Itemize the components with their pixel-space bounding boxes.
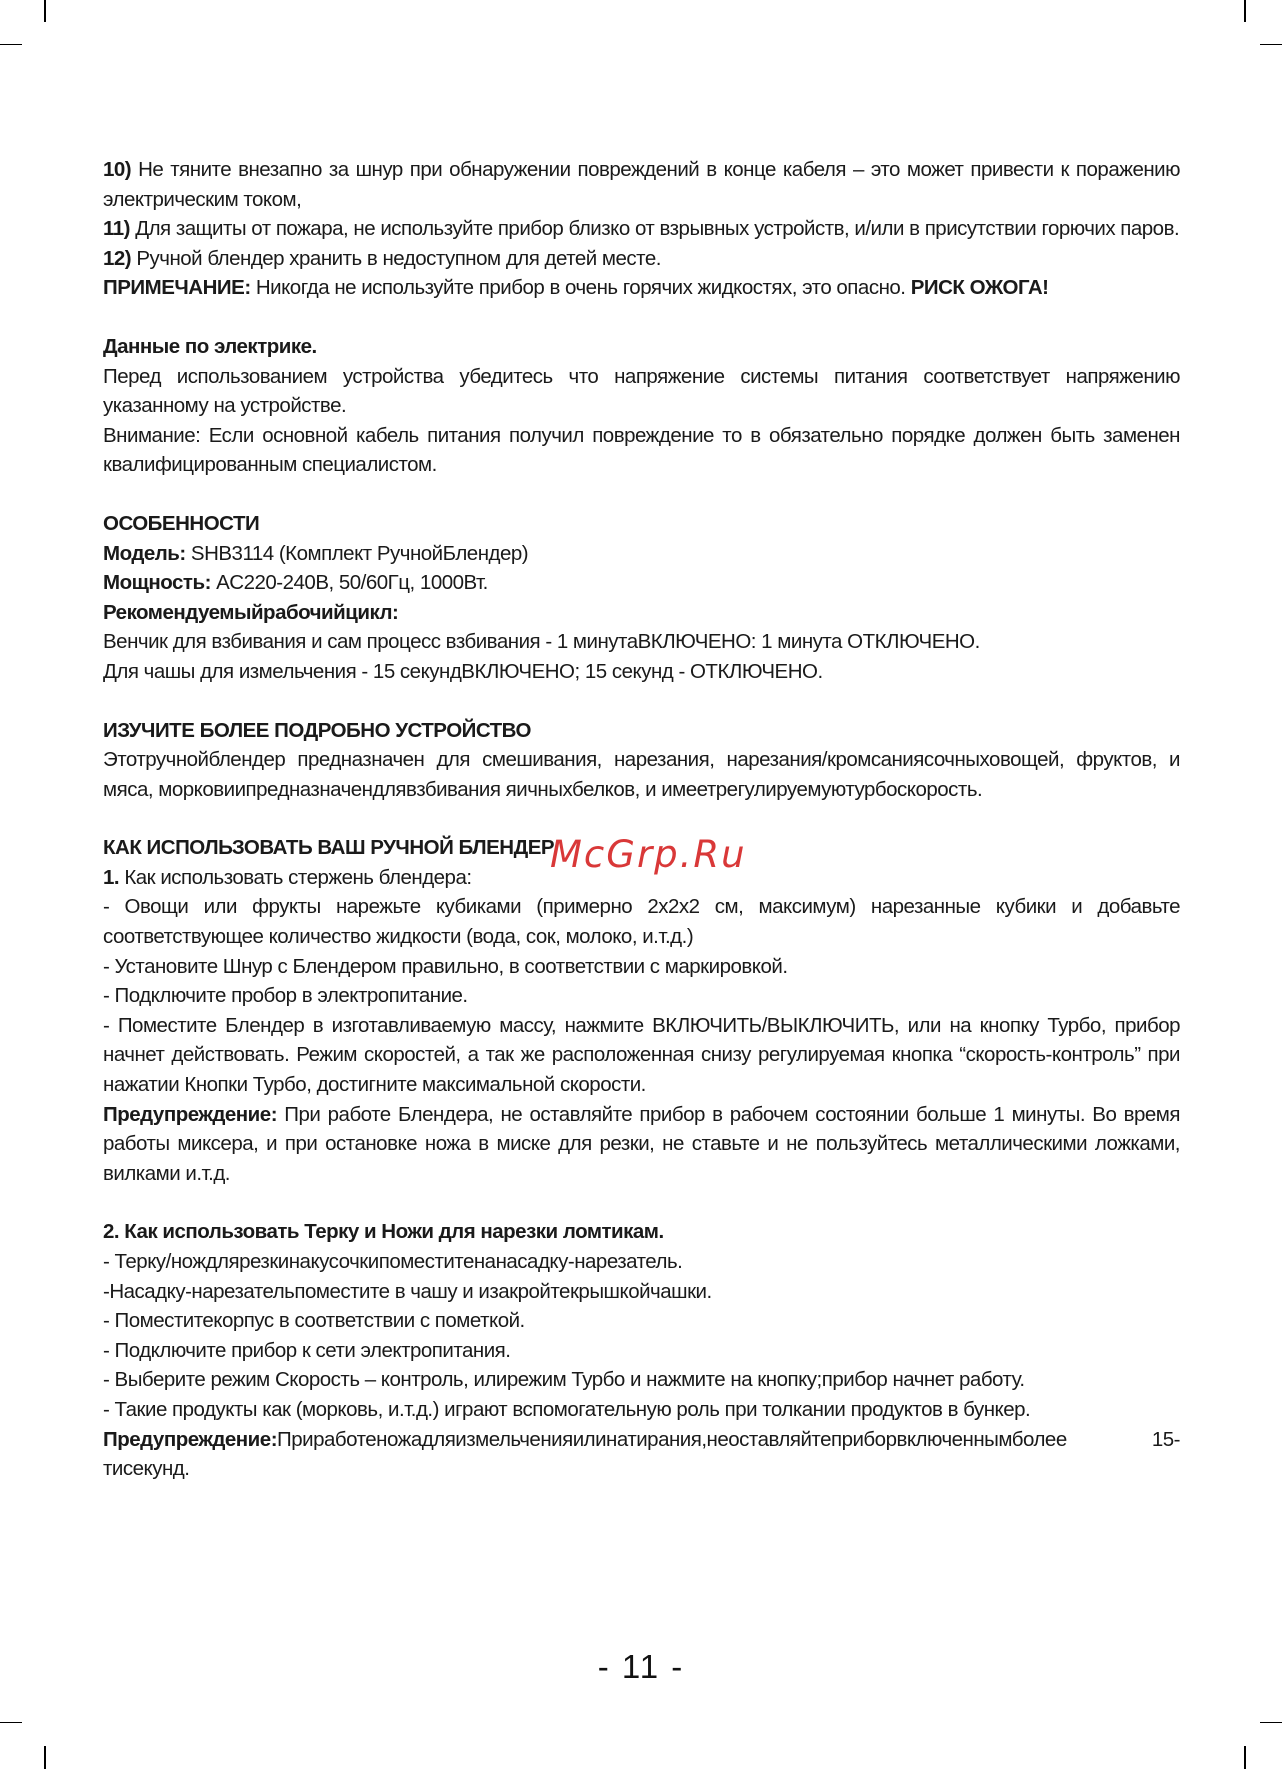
step2-item: - Подключите прибор к сети электропитания. — [103, 1338, 511, 1362]
step2-item: - Выберите режим Скорость – контроль, илирежим Турбо и нажмите на кнопку;прибор начнет работу. — [103, 1368, 1025, 1392]
step2-heading: 2. Как использовать Терку и Ножи для нарезки ломтикам. — [103, 1220, 664, 1244]
step1-item: - Установите Шнур с Блендером правильно, в соответствии с маркировкой. — [103, 954, 788, 978]
features-cycle-line: Для чашы для измельчения - 15 секундВКЛЮЧЕНО; 15 секунд - ОТКЛЮЧЕНО. — [103, 659, 823, 683]
safety-item-12: 12) Ручной блендер хранить в недоступном для детей месте. — [103, 246, 661, 270]
crop-mark — [0, 1722, 22, 1723]
safety-item-11: 11) Для защиты от пожара, не используйте прибор близко от взрывных устройств, и/или в присутствии горючих паров. — [103, 217, 1180, 241]
features-model: Модель: SHB3114 (Комплект РучнойБлендер) — [103, 541, 529, 565]
features-cycle-line: Венчик для взбивания и сам процесс взбивания - 1 минутаВКЛЮЧЕНО: 1 минута ОТКЛЮЧЕНО. — [103, 630, 980, 654]
howto-heading: КАК ИСПОЛЬЗОВАТЬ ВАШ РУЧНОЙ БЛЕНДЕР — [103, 836, 555, 860]
page-content — [103, 155, 1180, 1484]
step1-warning: Предупреждение: При работе Блендера, не оставляйте прибор в рабочем состоянии больше 1 минуты. Во время работы миксера, и при остановке ножа в миске для резки, не ставьте и не пользуйтесь металлическими ложками, вилками и.т.д. — [103, 1102, 1180, 1185]
step2-warning: Предупреждение:Приработеножадляизмельченияилинатирания,неоставляйтеприборвключеннымболее 15-тисекунд. — [103, 1427, 1180, 1481]
learn-paragraph: Этотручнойблендер предназначен для смешивания, нарезания, нарезания/кромсаниясочныховощей, фруктов, и мяса, морковиипредназначендлявзбивания яичныхбелков, и имеетрегулируемуютурбоскорость. — [103, 748, 1180, 801]
electrical-paragraph: Перед использованием устройства убедитесь что напряжение системы питания соответствует напряжению указанному на устройстве. — [103, 364, 1180, 418]
step2-item: - Поместитекорпус в соответствии с пометкой. — [103, 1309, 525, 1333]
features-power: Мощность: AC220-240B, 50/60Гц, 1000Вт. — [103, 571, 488, 595]
crop-mark — [1244, 1746, 1246, 1769]
watermark: McGrp.Ru — [550, 833, 747, 876]
crop-mark — [44, 1746, 46, 1769]
crop-mark — [1260, 1722, 1282, 1723]
safety-note: ПРИМЕЧАНИЕ: Никогда не используйте прибор в очень горячих жидкостях, это опасно. РИСК ОЖОГА! — [103, 276, 1049, 300]
step2-item: - Терку/нождлярезкинакусочкипоместитенанасадку-нарезатель. — [103, 1250, 683, 1273]
electrical-warning: Внимание: Если основной кабель питания получил повреждение то в обязательно порядке должен быть заменен квалифицированным специалистом. — [103, 423, 1180, 477]
features-heading: ОСОБЕННОСТИ — [103, 511, 260, 535]
crop-mark — [1244, 0, 1246, 22]
crop-mark — [1260, 44, 1282, 45]
safety-item-10: 10) Не тяните внезапно за шнур при обнаружении повреждений в конце кабеля – это может привести к поражению электрическим током, — [103, 158, 1180, 211]
step1-item: - Поместите Блендер в изготавливаемую массу, нажмите ВКЛЮЧИТЬ/ВЫКЛЮЧИТЬ, или на кнопку Турбо, прибор начнет действовать. Режим скоростей, а так же расположенная снизу регулируемая кнопка “скорость-контроль” при нажатии Кнопки Турбо, достигните максимальной скорости. — [103, 1013, 1180, 1097]
step1-item: - Подключите пробор в электропитание. — [103, 984, 468, 1008]
features-cycle-label: Рекомендуемыйрабочийцикл: — [103, 600, 399, 624]
page-number: - 11 - — [597, 1648, 685, 1685]
step1-title: 1. Как использовать стержень блендера: — [103, 865, 472, 889]
electrical-heading: Данные по электрике. — [103, 334, 317, 358]
step2-item: -Насадку-нарезательпоместите в чашу и изакройтекрышкойчашки. — [103, 1279, 712, 1303]
learn-heading: ИЗУЧИТЕ БОЛЕЕ ПОДРОБНО УСТРОЙСТВО — [103, 718, 531, 742]
crop-mark — [44, 0, 46, 22]
crop-mark — [0, 44, 22, 45]
step1-item: - Овощи или фрукты нарежьте кубиками (примерно 2x2x2 см, максимум) нарезанные кубики и добавьте соответствующее количество жидкости (вода, сок, молоко, и.т.д.) — [103, 895, 1180, 949]
step2-item: - Такие продукты как (морковь, и.т.д.) играют вспомогательную роль при толкании продуктов в бункер. — [103, 1397, 1031, 1421]
